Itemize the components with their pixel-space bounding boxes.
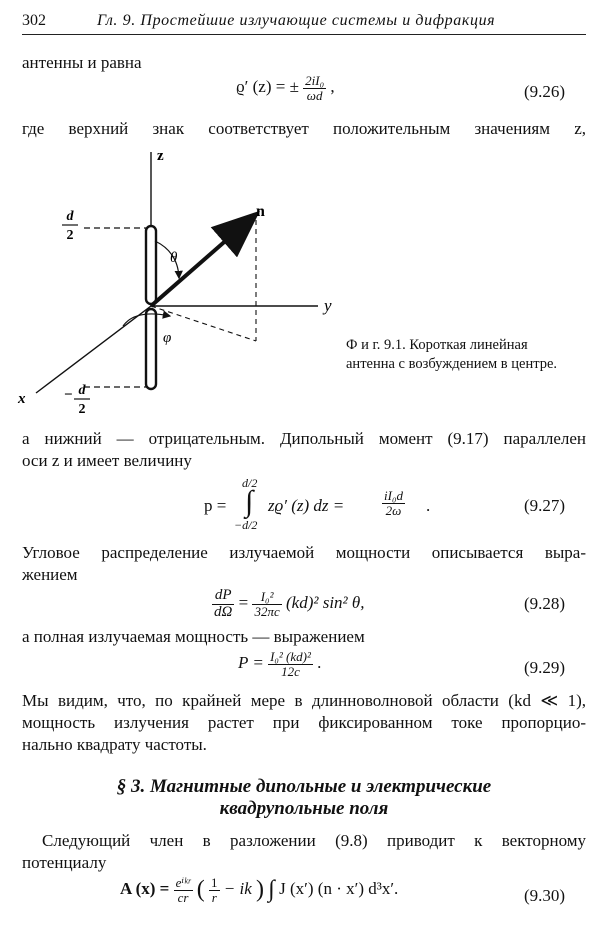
label-bot-sign: − [64,387,73,403]
label-n: n [256,203,265,220]
eq-9-26-lhs: ϱ′ (z) = ± [236,77,299,97]
page-number: 302 [22,12,46,29]
eq-9-29-den: 12c [268,664,313,679]
eq-9-27-den: 2ω [382,503,405,518]
section-heading-line-2: квадрупольные поля [219,798,389,819]
antenna-lower-rod [146,309,156,389]
eq-9-30-fraction [174,876,193,904]
eq-9-26-den: ωd [303,88,326,103]
equation-9-28 [212,588,365,621]
running-header [22,10,586,35]
eq-number-9-26: (9.26) [524,82,566,101]
label-bot-den: 2 [78,402,86,417]
para-we-see-line-1: Мы видим, что, по крайней мере в длинноволновой области (kd ≪ 1), [22,691,586,710]
eq-9-29-num: I₀² (kd)² [270,649,311,664]
eq-number-9-28: (9.28) [524,594,566,613]
label-y: y [324,296,332,315]
eq-9-29-lhs: P = [238,653,264,673]
eq-number-9-27: (9.27) [524,496,566,515]
equation-9-29 [238,650,321,678]
figure-caption [346,336,592,374]
eq-9-27-fraction [382,489,405,517]
equation-9-30 [120,876,398,904]
eq-9-30-lhs: A (x) = [120,879,170,899]
eq-9-27-upper-limit: d/2 [242,476,258,490]
eq-9-28-num: I₀² [260,589,274,605]
label-top-num: d [66,209,74,224]
running-title: Гл. 9. Простейшие излучающие системы и дифракция [97,12,496,29]
para-next-line-1: Следующий член в разложении (9.8) приводит к векторному [42,831,586,850]
eq-9-28-lhs-den: dΩ [214,603,233,620]
eq-9-28-eq-sign: = [238,593,249,613]
para-angular-line-1: Угловое распределение излучаемой мощности описывается выра- [22,543,586,562]
eq-9-30-den: cr [174,890,193,905]
para-lower-sign-line-2: оси z и имеет величину [22,451,192,470]
eq-9-27-tail: . [426,496,431,515]
eq-9-27-lhs: p = [204,496,227,515]
eq-9-27-integrand: zϱ′ (z) dz = [268,496,345,515]
eq-9-28-den: 32πc [254,603,280,619]
eq-9-30-paren-close: ) [256,876,265,903]
caption-line-2: антенна с возбуждением в центре. [346,356,558,372]
eq-9-28-lhs-num: dP [214,587,232,603]
caption-line-1: Ф и г. 9.1. Короткая линейная [346,337,528,353]
eq-9-28-lhs-fraction [212,588,234,621]
eq-9-29-fraction [268,650,313,678]
para-lower-sign-line-1: а нижний — отрицательным. Дипольный момент (9.17) параллелен [22,429,586,448]
eq-9-30-inner-den: r [209,890,220,905]
para-antenna: антенны и равна [22,53,142,72]
eq-9-30-inner-num: 1 [211,875,218,890]
antenna-upper-rod [146,226,156,304]
eq-9-29-tail: . [317,653,322,673]
eq-9-28-fraction [252,590,281,618]
label-bot-num: d [78,383,86,398]
eq-9-26-num: 2iI₀ [305,73,325,88]
para-next-line-2: потенциалу [22,853,107,872]
eq-9-27-lower-limit: −d/2 [234,518,258,532]
eq-9-30-inner-fraction [209,876,220,904]
eq-9-30-inner-tail: − ik [223,879,252,899]
para-we-see-line-3: нально квадрату частоты. [22,735,207,754]
eq-9-28-tail: (kd)² sin² θ, [286,593,365,613]
eq-9-30-tail: J (x′) (n · x′) d³x′. [279,879,399,899]
eq-number-9-29: (9.29) [524,658,566,677]
label-top-den: 2 [66,228,74,243]
eq-9-26-fraction [303,74,326,102]
para-we-see-line-2: мощность излучения растет при фиксированном токе пропорцио- [22,713,586,732]
label-z: z [157,148,164,164]
para-upper-sign: где верхний знак соответствует положительным значениям z, [22,119,586,138]
equation-9-26 [236,74,335,102]
label-x: x [18,391,26,407]
n-vector [151,216,254,306]
eq-9-27-integral: ∫ [245,485,254,518]
eq-9-26-tail: , [330,77,335,97]
section-heading-line-1: § 3. Магнитные дипольные и электрические [116,776,492,797]
x-axis-line [36,306,151,393]
eq-9-30-integral: ∫ [268,876,275,903]
para-total: а полная излучаемая мощность — выражением [22,627,365,646]
eq-number-9-30: (9.30) [524,886,566,905]
label-theta: θ [170,250,178,266]
eq-9-30-num: eⁱᵏʳ [175,875,191,890]
eq-9-30-paren-open: ( [196,876,205,903]
label-phi: φ [163,330,172,346]
eq-9-27-num: iI₀d [384,488,403,503]
figure-antenna-diagram [0,146,600,418]
para-angular-line-2: жением [22,565,78,584]
section-heading [22,776,586,820]
